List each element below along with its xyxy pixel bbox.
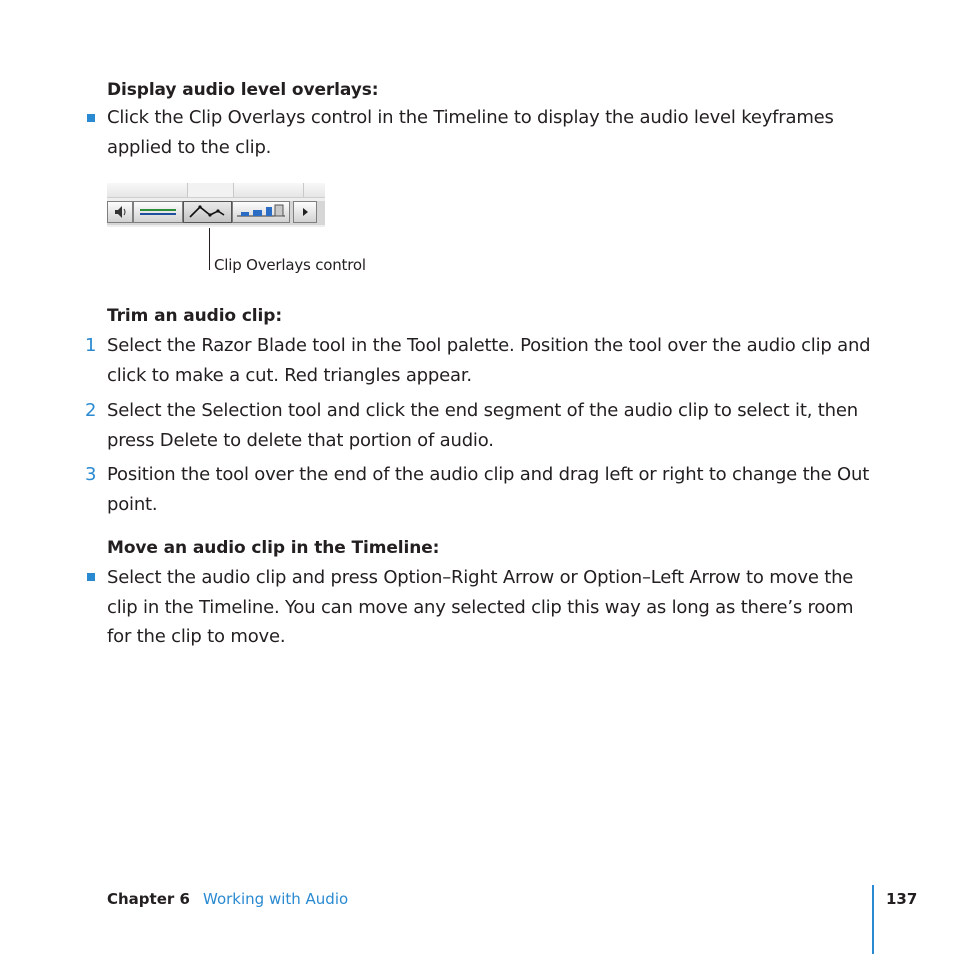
footer-chapter: Chapter 6 [107,890,190,908]
track-layout-icon [233,207,289,226]
timeline-ruler-strip [107,183,325,198]
timeline-control-buttons [107,201,325,225]
bullet-text-move: Select the audio clip and press Option–Right Arrow or Option–Left Arrow to move the clip in the Timeline. You can move any selected clip this way as long as there’s room for the clip to move. [107,567,854,647]
bullet-marker [87,114,95,122]
footer-divider [872,885,874,954]
step-text: Select the Selection tool and click the end segment of the audio clip to select it, then press Delete to delete that portion of audio. [107,400,858,451]
bullet-marker [87,573,95,581]
step-text: Position the tool over the end of the audio clip and drag left or right to change the Out point. [107,464,870,515]
step-text: Select the Razor Blade tool in the Tool palette. Position the tool over the audio clip and click to make a cut. Red triangles appear. [107,335,871,386]
step-number: 1 [85,335,97,356]
timeline-controls-figure [107,183,325,227]
section-heading-trim: Trim an audio clip: [107,306,283,326]
clip-overlays-icon [184,207,231,226]
speaker-icon [108,207,132,226]
section-heading-move: Move an audio clip in the Timeline: [107,538,440,558]
audio-controls-button[interactable] [107,201,133,223]
scroll-right-button[interactable] [293,201,317,223]
step-number: 3 [85,464,97,485]
section-heading-display-overlays: Display audio level overlays: [107,80,379,100]
callout-line [209,228,210,270]
figure-caption: Clip Overlays control [214,256,366,274]
scroll-right-icon [294,207,316,226]
step-number: 2 [85,400,97,421]
track-layout-button[interactable] [232,201,290,223]
footer-chapter-title[interactable]: Working with Audio [203,890,349,908]
page-number: 137 [886,890,918,908]
clip-overlays-button[interactable] [183,201,232,223]
bullet-text-display-overlays: Click the Clip Overlays control in the Timeline to display the audio level keyframes applied to the clip. [107,107,834,158]
track-height-icon [134,207,182,226]
track-height-button[interactable] [133,201,183,223]
